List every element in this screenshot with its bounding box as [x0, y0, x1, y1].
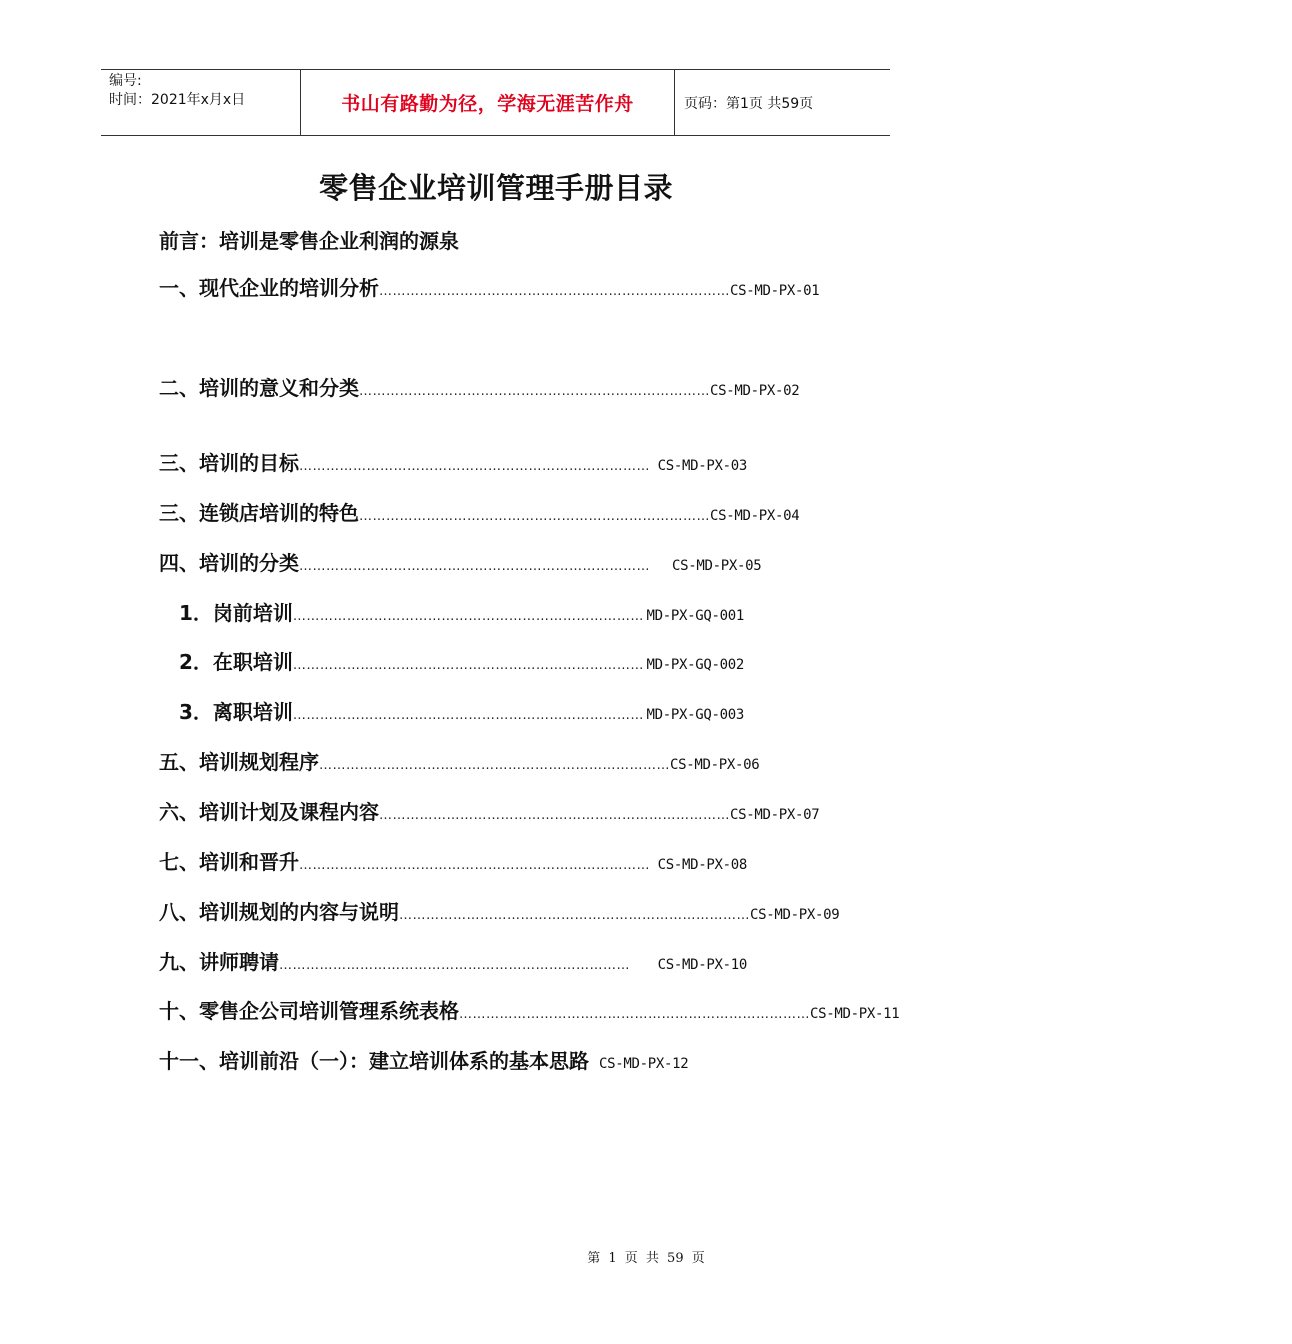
- toc-entry-leader: ……………………………………………………………………: [292, 658, 644, 673]
- toc-entry-leader: ……………………………………………………………………: [359, 384, 710, 399]
- toc-entry-label: 三、连锁店培训的特色: [159, 501, 359, 525]
- toc-entry-leader: ……………………………………………………………………: [379, 284, 730, 299]
- page-header: [101, 69, 890, 136]
- header-motto-cell: [301, 70, 675, 135]
- toc-entry-label: 三、培训的目标: [159, 451, 299, 475]
- toc-entry: [159, 796, 820, 824]
- toc-entry-code: MD-PX-GQ-002: [646, 657, 744, 673]
- toc-entry-label: 十一、培训前沿（一）：建立培训体系的基本思路: [159, 1049, 589, 1073]
- toc-entry-label: 3．离职培训: [179, 700, 293, 724]
- toc-entry-code: CS-MD-PX-12: [599, 1056, 689, 1072]
- toc-entry-leader: ……………………………………………………………………: [379, 808, 730, 823]
- document-title: 零售企业培训管理手册目录: [318, 171, 673, 205]
- toc-entry: [159, 746, 760, 774]
- toc-entry: [159, 1045, 779, 1073]
- toc-entry-label: 七、培训和晋升: [159, 850, 299, 874]
- toc-entry-leader: ……………………………………………………………………: [279, 958, 630, 973]
- toc-entry-leader: ……………………………………………………………………: [292, 609, 644, 624]
- toc-entry: [159, 272, 820, 300]
- toc-entry-leader: ……………………………………………………………………: [459, 1007, 810, 1022]
- toc-entry-label: 四、培训的分类: [159, 551, 299, 575]
- toc-entry-code: CS-MD-PX-07: [730, 807, 820, 823]
- toc-entry-label: 二、培训的意义和分类: [159, 376, 359, 400]
- toc-entry: [159, 995, 900, 1023]
- toc-entry-code: CS-MD-PX-06: [670, 757, 760, 773]
- toc-entry: [159, 447, 747, 475]
- toc-entry-label: 2．在职培训: [179, 650, 293, 674]
- toc-entry-label: 一、现代企业的培训分析: [159, 276, 379, 300]
- toc-entry-code: MD-PX-GQ-001: [646, 608, 744, 624]
- toc-entry-code: CS-MD-PX-09: [750, 907, 840, 923]
- toc-entry-leader: ……………………………………………………………………: [292, 708, 644, 723]
- page-info-text: 页码：第1页 共59页: [684, 95, 814, 112]
- header-page-info-cell: [675, 70, 890, 135]
- toc-entry: [179, 646, 744, 674]
- toc-entry-code: CS-MD-PX-05: [672, 558, 762, 574]
- header-meta: [101, 70, 301, 135]
- toc-entry-label: 五、培训规划程序: [159, 750, 319, 774]
- toc-entry: [159, 846, 747, 874]
- toc-entry-leader: ……………………………………………………………………: [399, 908, 750, 923]
- toc-entry-label: 八、培训规划的内容与说明: [159, 900, 399, 924]
- toc-entry-leader: ……………………………………………………………………: [299, 559, 650, 574]
- toc-entry-code: CS-MD-PX-01: [730, 283, 820, 299]
- toc-entry-leader: ……………………………………………………………………: [299, 459, 650, 474]
- toc-entry: [159, 372, 800, 400]
- toc-entry-leader: ……………………………………………………………………: [319, 758, 670, 773]
- page-footer: 第 1 页 共 59 页: [587, 1251, 705, 1266]
- toc-entry: [179, 696, 744, 724]
- toc-entry-code: CS-MD-PX-10: [657, 957, 747, 973]
- toc-entry-code: CS-MD-PX-04: [710, 508, 800, 524]
- toc-entry: [159, 946, 747, 974]
- toc-entry-label: 十、零售企公司培训管理系统表格: [159, 999, 459, 1023]
- toc-entry-leader: ……………………………………………………………………: [359, 509, 710, 524]
- document-number-label: 编号:: [109, 73, 142, 89]
- toc-entry: [159, 497, 800, 525]
- preface-line: 前言：培训是零售企业利润的源泉: [159, 229, 459, 253]
- toc-entry-code: CS-MD-PX-03: [657, 458, 747, 474]
- toc-entry: [179, 597, 744, 625]
- motto-text: 书山有路勤为径，学海无涯苦作舟: [341, 93, 634, 115]
- toc-entry-label: 九、讲师聘请: [159, 950, 279, 974]
- toc-entry: [159, 896, 840, 924]
- toc-entry-label: 1．岗前培训: [179, 601, 293, 625]
- toc-entry: [159, 547, 762, 575]
- toc-entry-code: CS-MD-PX-02: [710, 383, 800, 399]
- toc-entry-code: MD-PX-GQ-003: [646, 707, 744, 723]
- document-time-label: 时间：2021年x月x日: [109, 92, 246, 108]
- toc-entry-label: 六、培训计划及课程内容: [159, 800, 379, 824]
- toc-entry-code: CS-MD-PX-08: [657, 857, 747, 873]
- toc-entry-leader: ……………………………………………………………………: [299, 858, 650, 873]
- toc-entry-code: CS-MD-PX-11: [810, 1006, 900, 1022]
